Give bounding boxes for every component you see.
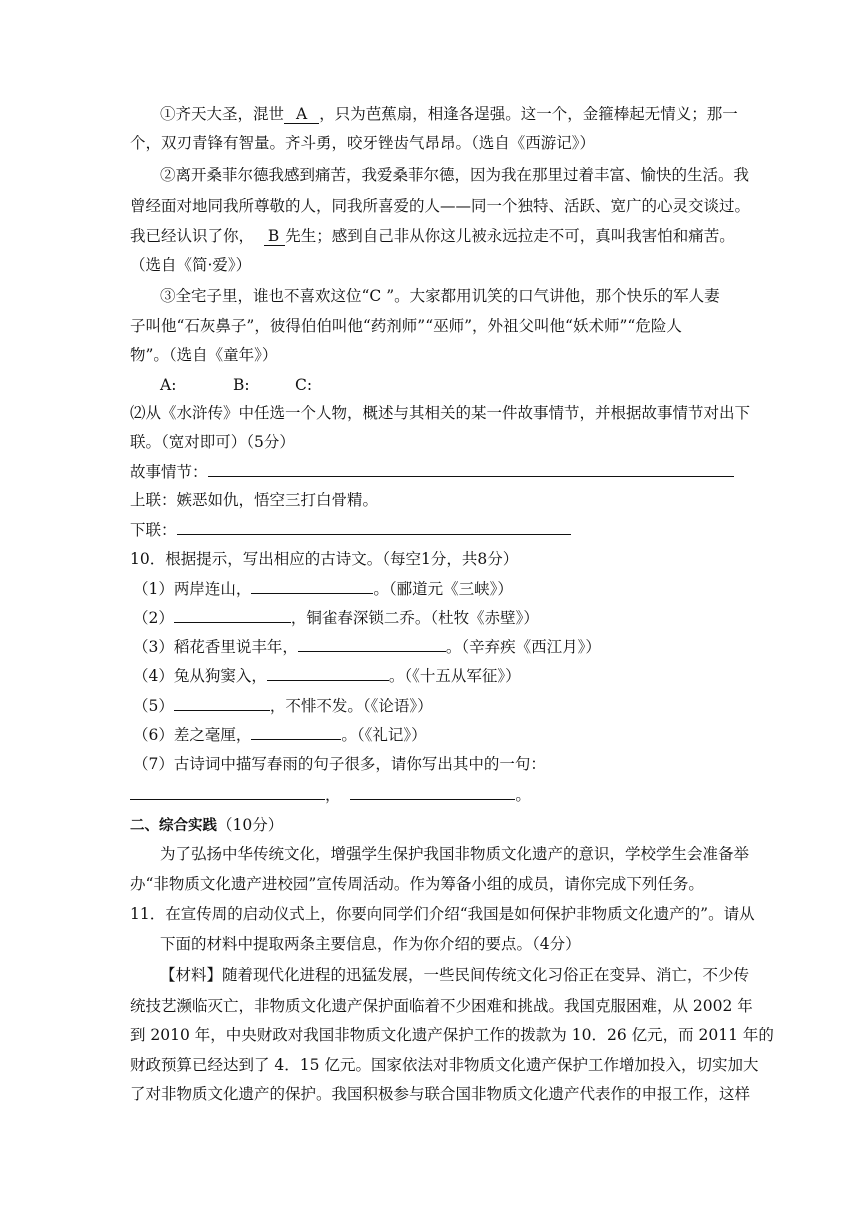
upper-couplet: 上联：嫉恶如仇，悟空三打白骨精。 bbox=[130, 491, 379, 509]
answer-c-label: C: bbox=[295, 376, 313, 394]
poem-blank-4[interactable] bbox=[267, 666, 389, 681]
q10-item-prefix: （2） bbox=[133, 609, 174, 627]
passage-text: ①齐天大圣，混世 bbox=[160, 105, 285, 123]
section-2-intro-line-1: 为了弘扬中华传统文化，增强学生保护我国非物质文化遗产的意识，学校学生会准备举 bbox=[160, 845, 750, 863]
q10-item-prefix: （6）差之毫厘， bbox=[133, 726, 252, 744]
answer-b-label: B: bbox=[233, 376, 250, 394]
q10-item-source: 。（《礼记》） bbox=[341, 726, 427, 744]
lower-couplet-label: 下联： bbox=[130, 521, 177, 539]
end-mark: 。 bbox=[515, 786, 531, 804]
q10-item-7: （7）古诗词中描写春雨的句子很多，请你写出其中的一句： bbox=[133, 755, 546, 773]
poem-blank-6[interactable] bbox=[251, 725, 341, 740]
passage-xiyouji-line-2: 个，双刃青锋有智量。齐斗勇，咬牙锉齿气昂昂。（选自《西游记》） bbox=[130, 134, 596, 152]
passage-childhood-line-1: ③全宅子里，谁也不喜欢这位“C ”。大家都用讥笑的口气讲他，那个快乐的军人妻 bbox=[160, 287, 720, 305]
q10-item-source: 。（辛弃疾《西江月》） bbox=[445, 638, 601, 656]
passage-text: 我已经认识了你， bbox=[130, 227, 255, 245]
q10-item-2 bbox=[133, 608, 743, 628]
passage-jane-eyre-line-4: （选自《简·爱》） bbox=[130, 256, 252, 274]
lower-couplet-blank[interactable] bbox=[177, 520, 571, 535]
q10-item-6 bbox=[133, 725, 743, 745]
poem-blank-3[interactable] bbox=[298, 637, 446, 652]
q10-item-source: ，不悱不发。（《论语》） bbox=[269, 697, 433, 715]
q9-2-prompt-line-1: ⑵从《水浒传》中任选一个人物，概述与其相关的某一件故事情节，并根据故事情节对出下 bbox=[130, 404, 751, 422]
q10-item-prefix: （4）兔从狗窦入， bbox=[133, 667, 267, 685]
passage-text: 先生；感到自己非从你这儿被永远拉走不可，真叫我害怕和痛苦。 bbox=[285, 227, 735, 245]
q10-item-4 bbox=[133, 666, 743, 686]
q10-item-5 bbox=[133, 696, 743, 716]
answer-slots bbox=[160, 375, 770, 395]
passage-xiyouji-line-1 bbox=[160, 104, 770, 124]
blank-b: B bbox=[264, 227, 285, 246]
material-line-5: 了对非物质文化遗产的保护。我国积极参与联合国非物质文化遗产代表作的申报工作，这样 bbox=[130, 1085, 751, 1103]
answer-a-label: A: bbox=[160, 376, 177, 394]
q11-prompt-line-2: 下面的材料中提取两条主要信息，作为你介绍的要点。（4分） bbox=[160, 935, 581, 953]
passage-jane-eyre-line-3 bbox=[130, 226, 740, 246]
passage-childhood-line-3: 物”。（选自《童年》） bbox=[130, 346, 278, 364]
poem-blank-5[interactable] bbox=[174, 696, 270, 711]
section-2-intro-line-2: 办“非物质文化遗产进校园”宣传周活动。作为筹备小组的成员，请你完成下列任务。 bbox=[130, 875, 704, 893]
q10-item-source: 。（郦道元《三峡》） bbox=[373, 580, 513, 598]
blank-a: A bbox=[284, 105, 319, 124]
q10-item-3 bbox=[133, 637, 743, 657]
story-line bbox=[130, 462, 740, 482]
poem-blank-1[interactable] bbox=[251, 579, 373, 594]
q10-item-1 bbox=[133, 579, 743, 599]
material-line-4: 财政预算已经达到了 4．15 亿元。国家依法对非物质文化遗产保护工作增加投入，切实加大 bbox=[130, 1056, 759, 1074]
q10-item-prefix: （3）稻花香里说丰年， bbox=[133, 638, 298, 656]
poem-blank-2[interactable] bbox=[174, 608, 291, 623]
section-2-heading bbox=[130, 815, 740, 836]
material-line-1: 【材料】随着现代化进程的迅猛发展，一些民间传统文化习俗正在变异、消亡，不少传 bbox=[160, 966, 750, 984]
q9-2-prompt-line-2: 联。（宽对即可）（5分） bbox=[130, 433, 295, 451]
q10-item-source: 。（《十五从军征》） bbox=[388, 667, 521, 685]
story-answer-blank[interactable] bbox=[208, 462, 734, 477]
q10-item-7-answer bbox=[130, 785, 740, 805]
q10-item-source: ，铜雀春深锁二乔。（杜牧《赤壁》） bbox=[290, 609, 539, 627]
passage-childhood-line-2: 子叫他“石灰鼻子”，彼得伯伯叫他“药剂师”“巫师”，外祖父叫他“妖术师”“危险人 bbox=[130, 317, 682, 335]
spring-rain-blank-1[interactable] bbox=[130, 785, 325, 800]
section-score: （10分） bbox=[217, 816, 284, 834]
q11-prompt-line-1: 11．在宣传周的启动仪式上，你要向同学们介绍“我国是如何保护非物质文化遗产的”。请从 bbox=[130, 905, 755, 923]
spring-rain-blank-2[interactable] bbox=[350, 785, 515, 800]
material-line-2: 统技艺濒临灭亡，非物质文化遗产保护面临着不少困难和挑战。我国克服困难，从 2002 年 bbox=[130, 997, 753, 1015]
passage-jane-eyre-line-2: 曾经面对地同我所尊敬的人，同我所喜爱的人——同一个独特、活跃、宽广的心灵交谈过。 bbox=[130, 197, 751, 215]
q10-item-prefix: （1）两岸连山， bbox=[133, 580, 252, 598]
separator: ， bbox=[325, 786, 341, 804]
q10-item-prefix: （5） bbox=[133, 697, 174, 715]
lower-couplet-line bbox=[130, 520, 740, 540]
material-line-3: 到 2010 年，中央财政对我国非物质文化遗产保护工作的拨款为 10．26 亿元，而 2011 年的 bbox=[130, 1026, 774, 1044]
passage-text: ，只为芭蕉扇，相逢各逞强。这一个，金箍棒起无情义；那一 bbox=[319, 105, 738, 123]
passage-jane-eyre-line-1: ②离开桑菲尔德我感到痛苦，我爱桑菲尔德，因为我在那里过着丰富、愉快的生活。我 bbox=[160, 166, 750, 184]
q10-title: 10．根据提示，写出相应的古诗文。（每空1分，共8分） bbox=[130, 550, 519, 568]
story-label: 故事情节： bbox=[130, 463, 208, 481]
section-heading: 二、综合实践 bbox=[130, 818, 217, 834]
